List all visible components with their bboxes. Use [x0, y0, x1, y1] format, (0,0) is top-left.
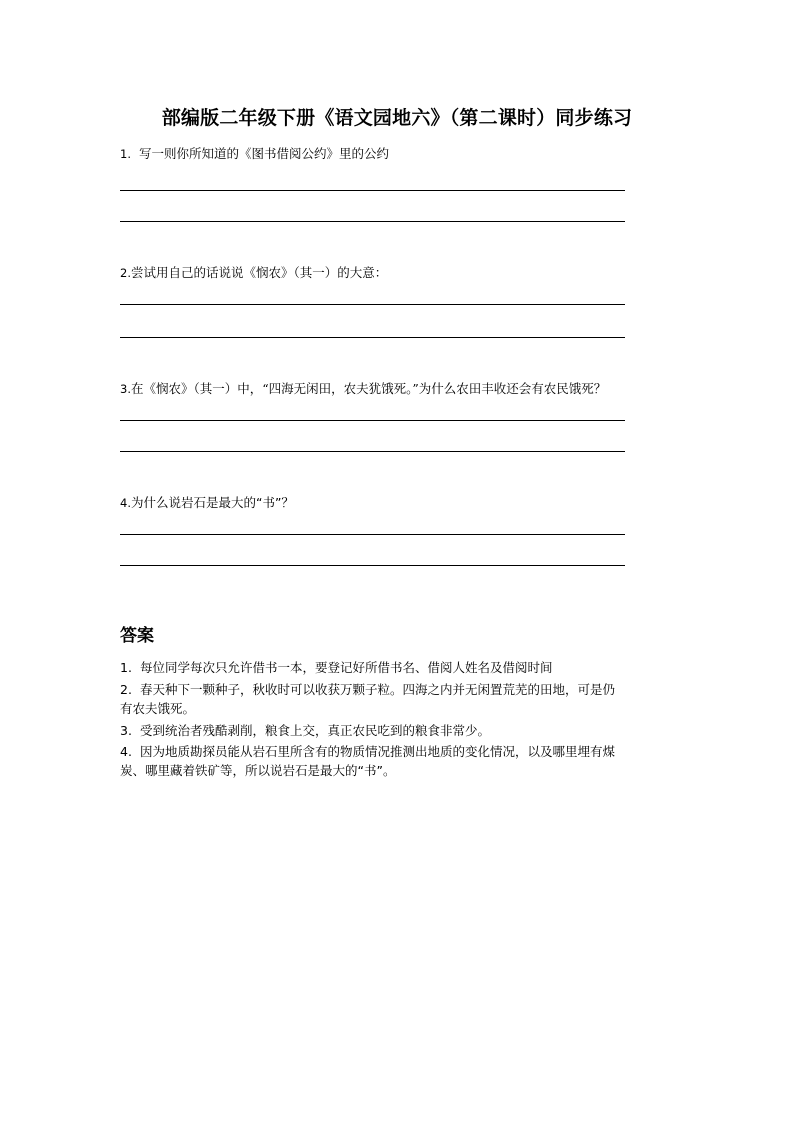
answer-line[interactable]	[120, 451, 625, 452]
question-text-before: 在《悯农》（其一）中，	[130, 381, 263, 396]
question-number: 2.	[120, 266, 131, 280]
question-number: 3.	[120, 382, 131, 396]
answer-item-4	[120, 742, 680, 780]
answer-line[interactable]	[120, 565, 625, 566]
question-text: 写一则你所知道的《图书借阅公约》里的公约	[138, 146, 389, 161]
answer-number: 2.	[120, 682, 132, 697]
answer-text: 春天种下一颗种子，秋收时可以收获万颗子粒。四海之内并无闲置荒芜的田地，可是仍	[140, 682, 616, 697]
answer-number: 3.	[120, 723, 132, 738]
poem-quote: “四海无闲田，农夫犹饿死。”	[262, 381, 419, 396]
answer-line[interactable]	[120, 190, 625, 191]
answer-text-continued: 有农夫饿死。	[120, 701, 196, 716]
answer-text-continued: 炭、哪里藏着铁矿等，所以说岩石是最大的“书”。	[120, 763, 396, 778]
question-number: 1.	[120, 147, 131, 161]
answer-line[interactable]	[120, 534, 625, 535]
answer-line[interactable]	[120, 221, 625, 222]
question-number: 4.	[120, 496, 131, 510]
question-3	[120, 380, 606, 398]
question-text: 尝试用自己的话说说《悯农》（其一）的大意：	[130, 265, 388, 280]
answer-item-1	[120, 658, 680, 677]
answer-line[interactable]	[120, 304, 625, 305]
answer-line[interactable]	[120, 420, 625, 421]
question-2	[120, 264, 387, 282]
answer-number: 1.	[120, 660, 132, 675]
answers-heading: 答案	[120, 626, 154, 646]
question-4	[120, 494, 294, 512]
answer-number: 4.	[120, 744, 132, 759]
question-text: 为什么说岩石是最大的“书”？	[130, 495, 294, 510]
answer-line[interactable]	[120, 337, 625, 338]
page-title: 部编版二年级下册《语文园地六》（第二课时）同步练习	[161, 107, 633, 129]
question-text-after: 为什么农田丰收还会有农民饿死？	[418, 381, 607, 396]
question-1	[120, 145, 389, 163]
answer-item-2	[120, 680, 680, 718]
answer-text: 受到统治者残酷剥削，粮食上交，真正农民吃到的粮食非常少。	[140, 723, 491, 738]
answer-item-3	[120, 721, 680, 740]
answer-text: 每位同学每次只允许借书一本，要登记好所借书名、借阅人姓名及借阅时间	[140, 660, 553, 675]
answer-text: 因为地质勘探员能从岩石里所含有的物质情况推测出地质的变化情况，以及哪里埋有煤	[140, 744, 616, 759]
